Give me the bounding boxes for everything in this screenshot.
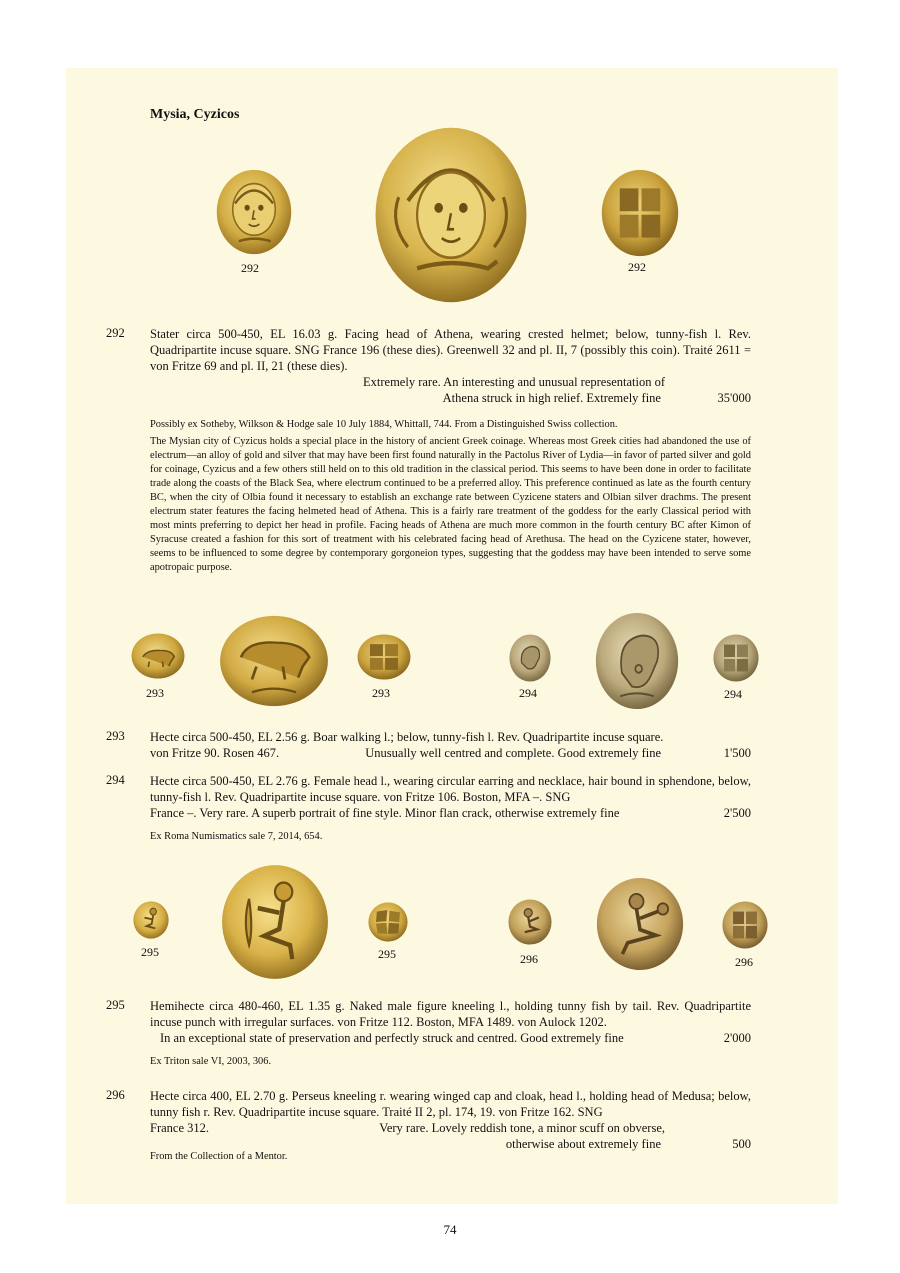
lot-292-price: 35'000 [717,391,751,405]
coin-293-obverse-small [131,633,185,679]
female-head-icon [509,634,551,682]
coin-293-reverse [357,634,411,680]
lot-294-provenance: Ex Roma Numismatics sale 7, 2014, 654. [150,831,323,842]
lot-296-grade-1: Very rare. Lovely reddish tone, a minor scuff on obverse, [379,1121,665,1135]
coin-label-295-reverse: 295 [378,947,396,961]
lot-description-292 [150,326,751,406]
lot-296-description: Hecte circa 400, EL 2.70 g. Perseus kneeling r. wearing winged cap and cloak, head l., holding head of Medusa; below, tunny fish r. Rev. Quadripartite incuse square. Traité II 2, pl. 174, 19. von Fritze 162. SNG [150,1089,751,1119]
lot-296-provenance: From the Collection of a Mentor. [150,1151,288,1162]
incuse-punch-icon [368,902,408,942]
coin-label-296-obverse: 296 [520,952,538,966]
lot-description-296 [150,1088,751,1152]
quadripartite-incuse-square-icon [601,169,679,257]
coin-295-obverse-enlarged [221,864,329,980]
coin-295-obverse-small [133,901,169,939]
lot-294-price: 2'500 [723,806,751,820]
lot-293-price: 1'500 [723,746,751,760]
lot-295-grade-line [150,1030,751,1046]
lot-number-294: 294 [106,773,125,787]
lot-296-grade-line-1 [150,1120,751,1136]
coin-294-obverse-small [509,634,551,682]
lot-296-price: 500 [732,1137,751,1151]
coin-label-295-obverse: 295 [141,945,159,959]
lot-292-grade-1: Extremely rare. An interesting and unusual representation of [363,375,665,389]
lot-294-grade: France –. Very rare. A superb portrait of fine style. Minor flan crack, otherwise extremely fine [150,806,620,820]
kneeling-figure-enlarged-icon [221,864,329,980]
lot-292-description: Stater circa 500-450, EL 16.03 g. Facing head of Athena, wearing crested helmet; below, tunny-fish l. Rev. Quadripartite incuse square. SNG France 196 (these dies). Greenwell 32 and pl. II, 7 (possibly this coin). Traité 2611 = von Fritze 69 and pl. II, 21 (these dies). [150,327,751,373]
lot-292-grade-2: Athena struck in high relief. Extremely fine [442,391,661,405]
coin-292-obverse-small [216,169,292,255]
lot-292-provenance: Possibly ex Sotheby, Wilkson & Hodge sale 10 July 1884, Whittall, 744. From a Distinguished Swiss collection. [150,419,618,430]
coin-label-292-obverse: 292 [241,261,259,275]
lot-description-294 [150,773,751,821]
page-number: 74 [443,1222,457,1237]
section-title: Mysia, Cyzicos [150,107,240,122]
lot-293-references: von Fritze 90. Rosen 467. [150,746,280,760]
quadripartite-incuse-square-icon [722,901,768,949]
perseus-enlarged-icon [596,877,684,971]
coin-label-293-reverse: 293 [372,686,390,700]
lot-293-description: Hecte circa 500-450, EL 2.56 g. Boar walking l.; below, tunny-fish l. Rev. Quadripartite incuse square. [150,730,664,744]
lot-294-description: Hecte circa 500-450, EL 2.76 g. Female head l., wearing circular earring and necklace, hair bound in sphendone, below, tunny-fish l. Rev. Quadripartite incuse square. von Fritze 106. Boston, MFA –. SNG [150,774,751,804]
athena-facing-head-icon [374,126,528,304]
lot-293-grade: Unusually well centred and complete. Good extremely fine [365,746,661,760]
coin-292-obverse-enlarged [374,126,528,304]
kneeling-figure-icon [133,901,169,939]
coin-294-obverse-enlarged [595,612,679,710]
lot-number-296: 296 [106,1088,125,1102]
lot-295-provenance: Ex Triton sale VI, 2003, 306. [150,1056,272,1067]
lot-295-description: Hemihecte circa 480-460, EL 1.35 g. Naked male figure kneeling l., holding tunny fish by tail. Rev. Quadripartite incuse punch with irregular surfaces. von Fritze 112. Boston, MFA 1489. von Aulock 1202. [150,999,751,1029]
perseus-icon [508,899,552,945]
coin-293-obverse-enlarged [219,615,329,707]
coin-label-294-reverse: 294 [724,687,742,701]
coin-296-reverse [722,901,768,949]
coin-295-reverse [368,902,408,942]
lot-292-commentary: The Mysian city of Cyzicus holds a special place in the history of ancient Greek coinage. Whereas most Greek cities had abandoned the use of electrum—an alloy of gold and silver that may have been first found naturally in the Pactolus River of Lydia—in favor of parted silver and gold for coinage, Cyzicus and a few others still held on to this old tradition in the classical period. This seems to have been done in order to facilitate trade along the coasts of the Black Sea, where electrum continued to be a preferred alloy. This preference continued as late as the fourth century BC, when the city of Olbia found it necessary to establish an exchange rate between Cyzicene staters and Olbian silver drachms. The present electrum stater features the facing helmeted head of Athena. This is a fairly rare treatment of the goddess for the early Classical period with most mints preferring to depict her head in profile. Facing heads of Athena are much more common in the fourth century BC after Kimon of Syracuse created a fashion for this sort of treatment with his celebrated facing head of Arethusa. The head on the Cyzicene stater, however, seems to be influenced to some degree by contemporary gorgoneion types, suggesting that the goddess may have been intended to serve some apotropaic purpose. [150,436,751,573]
coin-label-292-reverse: 292 [628,260,646,274]
quadripartite-incuse-square-icon [357,634,411,680]
lot-292-grade-line-1 [150,374,751,390]
boar-icon [131,633,185,679]
lot-296-reference: France 312. [150,1121,210,1135]
lot-number-293: 293 [106,729,125,743]
coin-296-obverse-enlarged [596,877,684,971]
boar-enlarged-icon [219,615,329,707]
lot-description-295 [150,998,751,1046]
lot-292-grade-line-2 [150,390,751,406]
coin-label-296-reverse: 296 [735,955,753,969]
coin-296-obverse-small [508,899,552,945]
coin-292-reverse [601,169,679,257]
female-head-enlarged-icon [595,612,679,710]
coin-294-reverse [713,634,759,682]
lot-number-292: 292 [106,326,125,340]
lot-295-grade: In an exceptional state of preservation and perfectly struck and centred. Good extremely fine [160,1031,624,1045]
lot-description-293 [150,729,751,761]
athena-facing-head-icon [216,169,292,255]
lot-294-grade-line [150,805,751,821]
lot-295-price: 2'000 [723,1031,751,1045]
coin-label-293-obverse: 293 [146,686,164,700]
lot-number-295: 295 [106,998,125,1012]
coin-label-294-obverse: 294 [519,686,537,700]
lot-293-grade-line [150,745,751,761]
lot-296-grade-2: otherwise about extremely fine [505,1137,661,1151]
quadripartite-incuse-square-icon [713,634,759,682]
